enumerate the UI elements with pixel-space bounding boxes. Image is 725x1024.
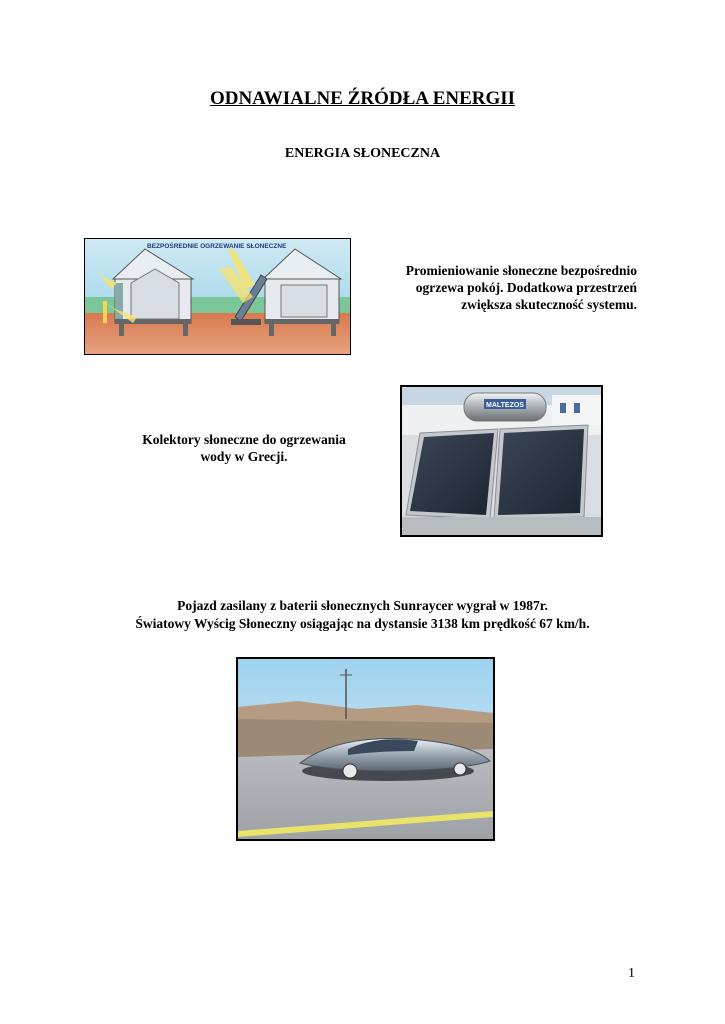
passive-solar-heating-diagram <box>84 238 351 355</box>
solar-collectors-photo <box>400 385 603 537</box>
caption-line: wody w Grecji. <box>200 449 288 464</box>
caption-line: Promieniowanie słoneczne bezpośrednio <box>405 263 637 278</box>
caption-sunraycer <box>0 597 725 633</box>
page-number: 1 <box>628 966 635 981</box>
caption-line: Pojazd zasilany z baterii słonecznych Sunraycer wygrał w 1987r. <box>177 598 548 613</box>
page-title: ODNAWIALNE ŹRÓDŁA ENERGII <box>209 88 516 109</box>
caption-solar-collectors <box>118 431 370 465</box>
page-subtitle: ENERGIA SŁONECZNA <box>284 146 441 161</box>
caption-line: Światowy Wyścig Słoneczny osiągając na dystansie 3138 km prędkość 67 km/h. <box>135 616 590 631</box>
caption-line: zwiększa skuteczność systemu. <box>461 297 637 312</box>
caption-passive-heating <box>372 262 637 313</box>
caption-line: Kolektory słoneczne do ogrzewania <box>142 432 346 447</box>
diagram-label: BEZPOŚREDNIE OGRZEWANIE SŁONECZNE <box>147 243 287 250</box>
tank-brand-label: MALTEZOS <box>486 402 524 409</box>
caption-line: ogrzewa pokój. Dodatkowa przestrzeń <box>415 280 637 295</box>
sunraycer-car-photo <box>236 657 495 841</box>
